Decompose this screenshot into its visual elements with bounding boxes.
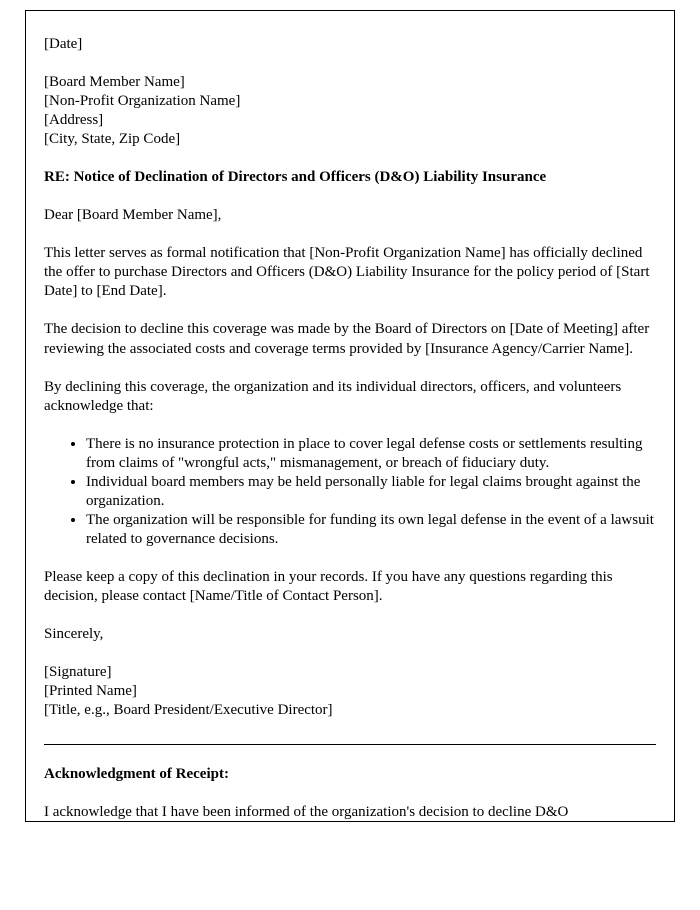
title-line: [Title, e.g., Board President/Executive Director] [44, 702, 333, 719]
bullet-personal-liability: • Individual board members may be held personally liable for legal claims brought against the organization. [86, 473, 656, 511]
paragraph-acknowledge-intro: By declining this coverage, the organization and its individual directors, officers, and volunteers acknowledge that: [44, 378, 622, 414]
bullet-no-insurance: • There is no insurance protection in place to cover legal defense costs or settlements resulting from claims of "wrongful acts," mismanagement, or breach of fiduciary duty. [86, 435, 656, 473]
acknowledgment-text: I acknowledge that I have been informed of the organization's decision to decline D&O [44, 804, 569, 821]
section-divider [44, 744, 656, 745]
acknowledgment-bullet-list [44, 435, 656, 549]
paragraph-notification: This letter serves as formal notification that [Non-Profit Organization Name] has officially declined the offer to purchase Directors and Officers (D&O) Liability Insurance for the policy period of [Start Date] to [End Date]. [44, 245, 650, 300]
signature-block [44, 663, 656, 720]
acknowledgment-heading: Acknowledgment of Receipt: [44, 766, 229, 783]
recipient-name-line: [Board Member Name] [44, 74, 185, 91]
signature-line: [Signature] [44, 664, 112, 681]
recipient-address-line: [Address] [44, 112, 104, 129]
closing-paragraph: Please keep a copy of this declination in your records. If you have any questions regarding this decision, please contact [Name/Title of Contact Person]. [44, 568, 613, 604]
signoff: Sincerely, [44, 626, 104, 643]
recipient-org-line: [Non-Profit Organization Name] [44, 93, 241, 110]
letter-page [25, 10, 675, 822]
bullet-legal-defense: • The organization will be responsible for funding its own legal defense in the event of a lawsuit related to governance decisions. [86, 511, 656, 549]
recipient-city-line: [City, State, Zip Code] [44, 131, 181, 148]
paragraph-decision: The decision to decline this coverage was made by the Board of Directors on [Date of Meeting] after reviewing the associated costs and coverage terms provided by [Insurance Agency/Carrier Name]. [44, 321, 650, 357]
salutation: Dear [Board Member Name], [44, 207, 222, 224]
printed-name-line: [Printed Name] [44, 683, 137, 700]
subject-line: RE: Notice of Declination of Directors and Officers (D&O) Liability Insurance [44, 169, 547, 186]
date-line: [Date] [44, 36, 83, 52]
recipient-block [44, 73, 656, 149]
